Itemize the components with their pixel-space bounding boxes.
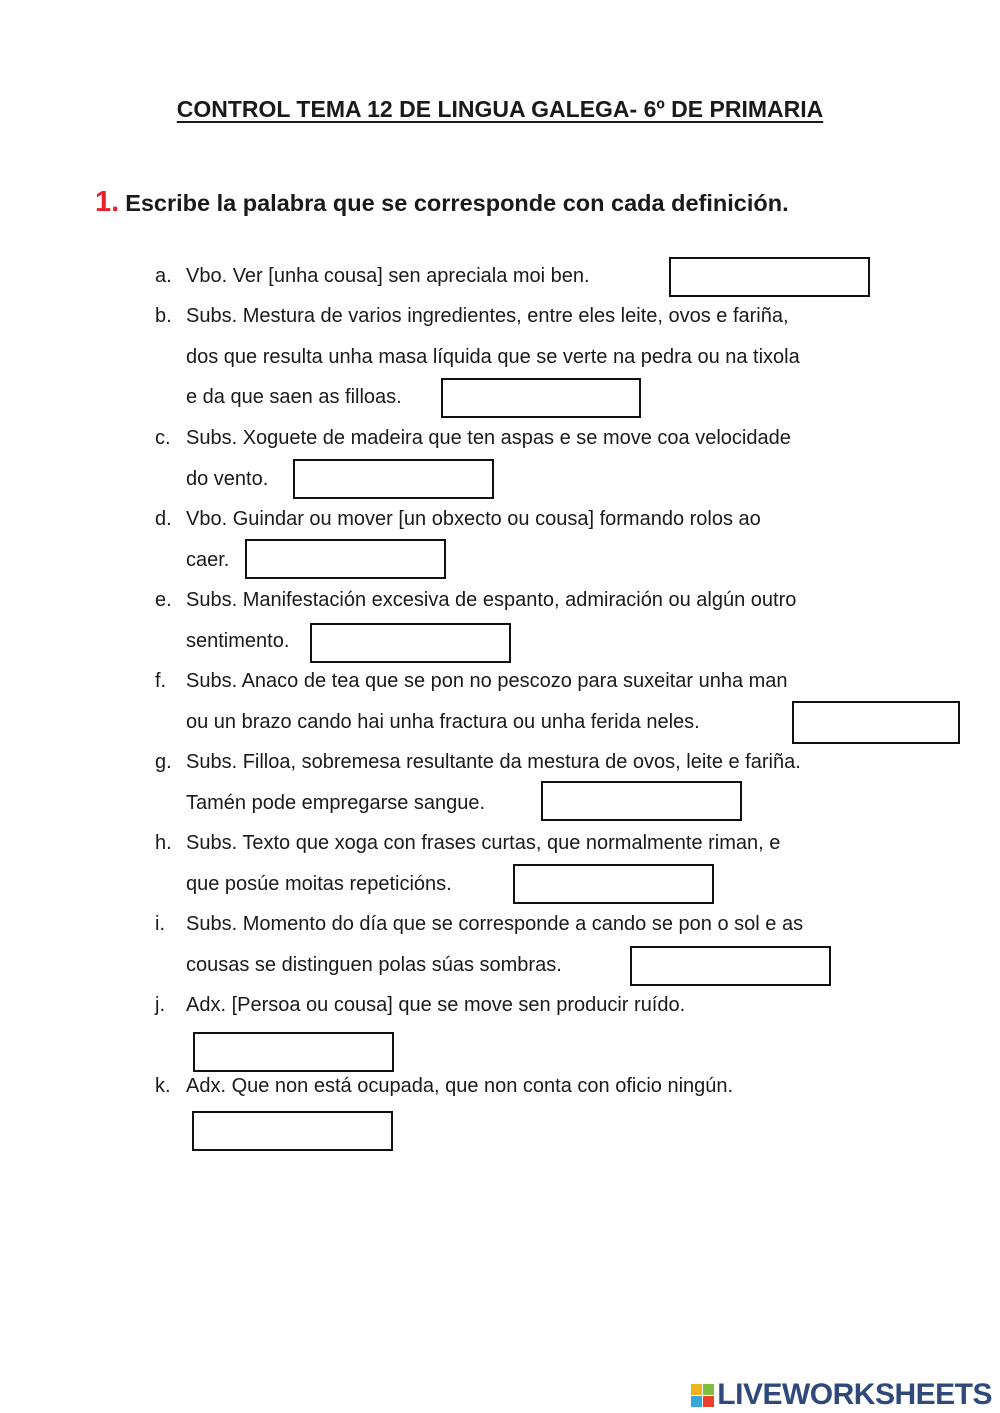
- answer-b-input[interactable]: [441, 378, 641, 418]
- item-k-line-1: Adx. Que non está ocupada, que non conta con oficio ningún.: [186, 1075, 734, 1097]
- item-f-line-2: ou un brazo cando hai unha fractura ou unha ferida neles.: [186, 711, 700, 733]
- item-i-line-2: cousas se distinguen polas súas sombras.: [186, 954, 562, 976]
- answer-f-input[interactable]: [792, 701, 960, 744]
- answer-j-input[interactable]: [193, 1032, 394, 1072]
- question-number: 1.: [95, 186, 120, 218]
- item-j-line-1: Adx. [Persoa ou cousa] que se move sen producir ruído.: [186, 994, 686, 1016]
- answer-i-input[interactable]: [630, 946, 831, 986]
- item-d-line-1: Vbo. Guindar ou mover [un obxecto ou cousa] formando rolos ao: [186, 508, 761, 530]
- item-letter: i.: [155, 913, 165, 935]
- item-letter: g.: [155, 751, 172, 773]
- question-heading: [95, 186, 789, 219]
- item-c-line-2: do vento.: [186, 468, 269, 490]
- item-c-line-1: Subs. Xoguete de madeira que ten aspas e se move coa velocidade: [186, 427, 791, 449]
- item-e-line-1: Subs. Manifestación excesiva de espanto, admiración ou algún outro: [186, 589, 797, 611]
- brand-name: LIVEWORKSHEETS: [717, 1378, 992, 1411]
- item-d-line-2: caer.: [186, 549, 230, 571]
- page-title: CONTROL TEMA 12 DE LINGUA GALEGA- 6º DE PRIMARIA: [176, 96, 824, 122]
- item-b-line-2: dos que resulta unha masa líquida que se verte na pedra ou na tixola: [186, 346, 800, 368]
- item-letter: a.: [155, 265, 172, 287]
- item-b-line-3: e da que saen as filloas.: [186, 386, 402, 408]
- liveworksheets-footer: [691, 1378, 992, 1412]
- answer-c-input[interactable]: [293, 459, 494, 499]
- answer-a-input[interactable]: [669, 257, 870, 297]
- answer-h-input[interactable]: [513, 864, 714, 904]
- item-i-line-1: Subs. Momento do día que se corresponde a cando se pon o sol e as: [186, 913, 804, 935]
- item-letter: d.: [155, 508, 172, 530]
- item-a-line-1: Vbo. Ver [unha cousa] sen apreciala moi ben.: [186, 265, 590, 287]
- item-letter: e.: [155, 589, 172, 611]
- item-g-line-2: Tamén pode empregarse sangue.: [186, 792, 486, 814]
- item-letter: j.: [155, 994, 165, 1016]
- item-f-line-1: Subs. Anaco de tea que se pon no pescozo para suxeitar unha man: [186, 670, 788, 692]
- item-letter: f.: [155, 670, 167, 692]
- liveworksheets-logo-icon: [691, 1384, 714, 1407]
- item-b-line-1: Subs. Mestura de varios ingredientes, entre eles leite, ovos e fariña,: [186, 305, 789, 327]
- item-e-line-2: sentimento.: [186, 630, 290, 652]
- item-h-line-1: Subs. Texto que xoga con frases curtas, que normalmente riman, e: [186, 832, 781, 854]
- answer-k-input[interactable]: [192, 1111, 393, 1151]
- item-letter: b.: [155, 305, 172, 327]
- question-text: Escribe la palabra que se corresponde con cada definición.: [125, 190, 789, 216]
- answer-d-input[interactable]: [245, 539, 446, 579]
- item-h-line-2: que posúe moitas repeticións.: [186, 873, 452, 895]
- item-letter: c.: [155, 427, 171, 449]
- item-letter: k.: [155, 1075, 171, 1097]
- item-letter: h.: [155, 832, 172, 854]
- answer-e-input[interactable]: [310, 623, 511, 663]
- answer-g-input[interactable]: [541, 781, 742, 821]
- item-g-line-1: Subs. Filloa, sobremesa resultante da mestura de ovos, leite e fariña.: [186, 751, 801, 773]
